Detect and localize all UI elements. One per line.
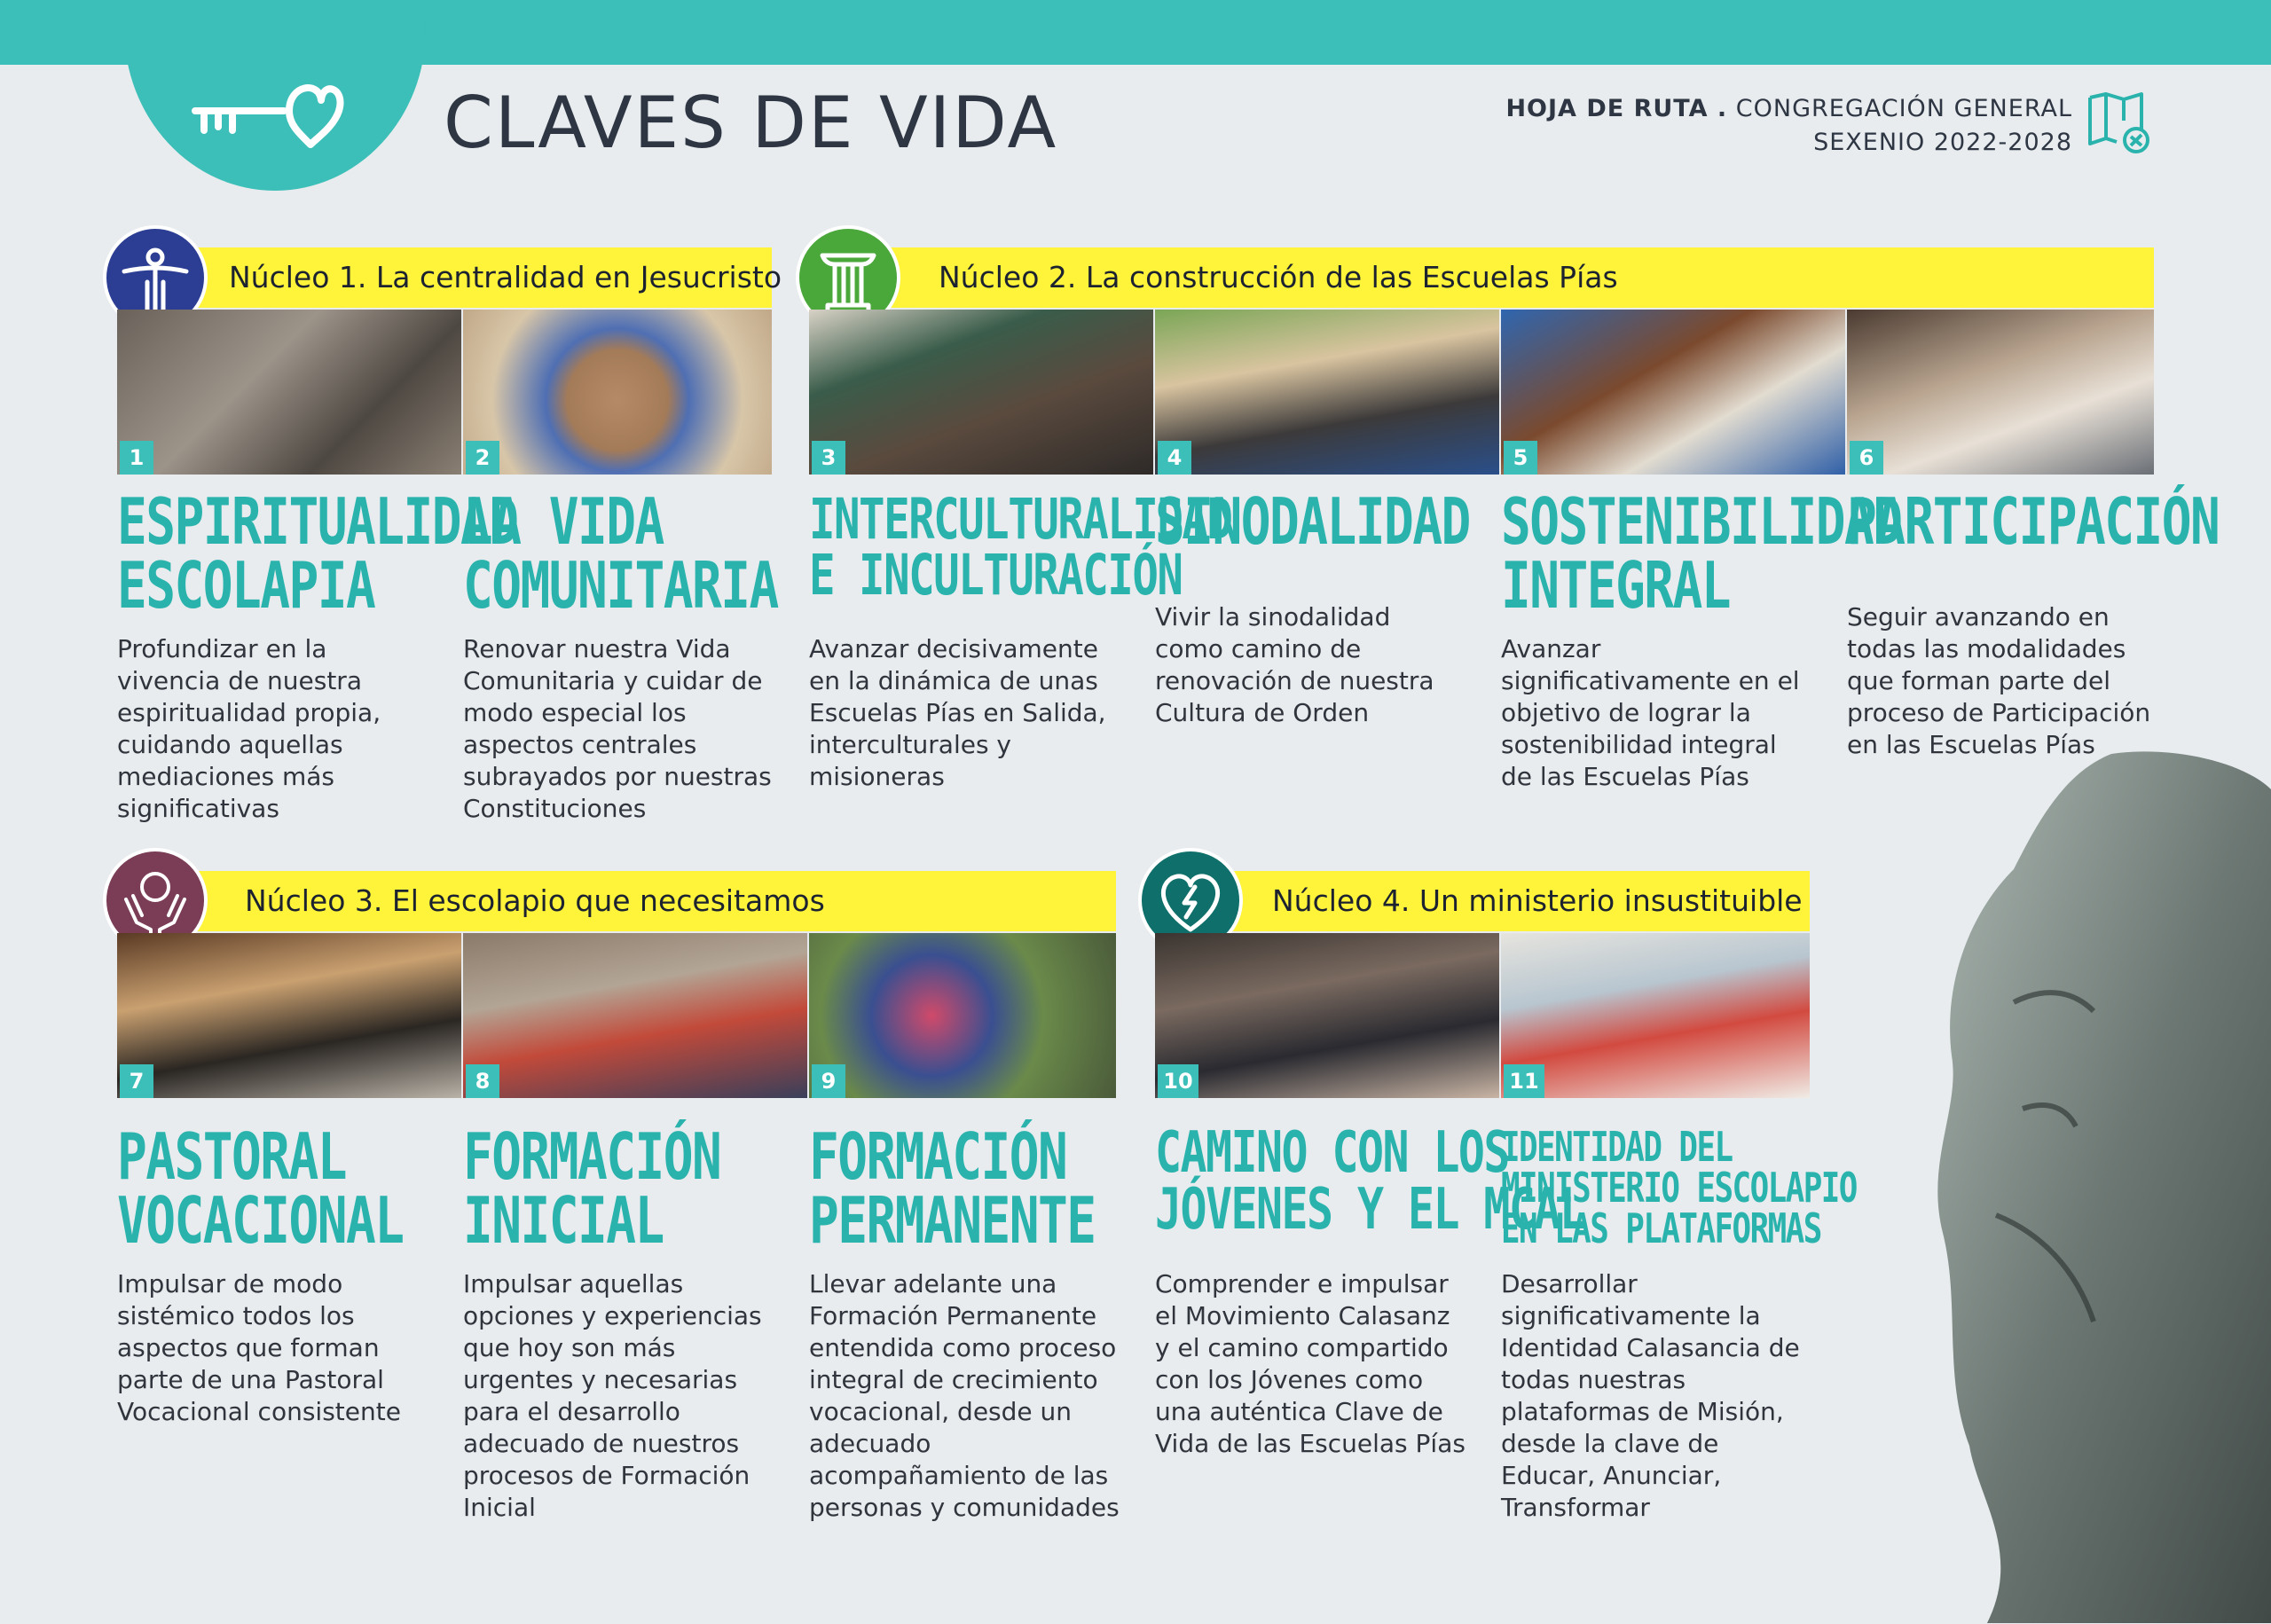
calasanz-bust-image: [1890, 736, 2271, 1623]
clave-1-title: ESPIRITUALIDAD ESCOLAPIA: [117, 484, 518, 623]
clave-number: 7: [120, 1064, 153, 1098]
photo-11: [1501, 933, 1810, 1098]
page-title: CLAVES DE VIDA: [444, 82, 1058, 164]
hoja-line2: SEXENIO 2022-2028: [1813, 129, 2072, 156]
nucleo-2-label: Núcleo 2. La construcción de las Escuelas Pías: [939, 260, 1618, 294]
photo-6: [1847, 310, 2154, 475]
clave-number: 10: [1158, 1064, 1198, 1098]
photo-8: [463, 933, 807, 1098]
clave-3-desc: Avanzar decisivamente en la dinámica de unas Escuelas Pías en Salida, interculturales y misioneras: [809, 634, 1106, 791]
clave-9-desc: Llevar adelante una Formación Permanente entendida como proceso integral de crecimiento vocacional, desde un adecuado acompañamiento de las personas y comunidades: [809, 1269, 1120, 1522]
map-icon: [2086, 90, 2154, 154]
nucleo-1-label: Núcleo 1. La centralidad en Jesucristo: [229, 260, 782, 294]
photo-1: [117, 310, 461, 475]
photo-3: [809, 310, 1153, 475]
clave-number: 4: [1158, 441, 1191, 475]
clave-number: 1: [120, 441, 153, 475]
clave-4-title: SINODALIDAD: [1155, 484, 1470, 559]
clave-3-title: INTERCULTURALIDAD E INCULTURACIÓN: [809, 487, 1232, 608]
nucleo-3-band: [115, 871, 1116, 931]
clave-6-title: PARTICIPACIÓN: [1847, 484, 2220, 559]
clave-6-desc: Seguir avanzando en todas las modalidades que forman parte del proceso de Participación en las Escuelas Pías: [1847, 602, 2151, 759]
photo-10: [1155, 933, 1499, 1098]
clave-2-title: LA VIDA COMUNITARIA: [463, 484, 778, 623]
hoja-bold: HOJA DE RUTA .: [1505, 95, 1728, 122]
clave-10-title: CAMINO CON LOS JÓVENES Y EL MCAL: [1155, 1120, 1585, 1243]
nucleo-3-label: Núcleo 3. El escolapio que necesitamos: [245, 883, 825, 918]
photo-2: [463, 310, 772, 475]
clave-11-desc: Desarrollar significativamente la Identidad Calasancia de todas nuestras plataformas de Misión, desde la clave de Educar, Anunciar, Transformar: [1501, 1269, 1800, 1522]
clave-2-desc: Renovar nuestra Vida Comunitaria y cuidar de modo especial los aspectos centrales subrayados por nuestras Constituciones: [463, 634, 772, 823]
clave-5-desc: Avanzar significativamente en el objetivo de lograr la sostenibilidad integral de las Escuelas Pías: [1501, 634, 1800, 791]
key-icon: [186, 75, 346, 155]
clave-7-desc: Impulsar de modo sistémico todos los aspectos que forman parte de una Pastoral Vocacional consistente: [117, 1269, 401, 1426]
clave-number: 2: [466, 441, 499, 475]
hoja-de-ruta: [1505, 92, 2072, 160]
nucleo-4-band: [1153, 871, 1810, 931]
clave-number: 5: [1504, 441, 1537, 475]
clave-number: 11: [1504, 1064, 1544, 1098]
hoja-line1: CONGREGACIÓN GENERAL: [1727, 95, 2072, 122]
nucleo-2-band: [809, 247, 2154, 308]
clave-number: 8: [466, 1064, 499, 1098]
photo-5: [1501, 310, 1845, 475]
nucleo-1-band: [115, 247, 782, 308]
clave-8-desc: Impulsar aquellas opciones y experiencias que hoy son más urgentes y necesarias para el desarrollo adecuado de nuestros procesos de Formación Inicial: [463, 1269, 762, 1522]
clave-1-desc: Profundizar en la vivencia de nuestra espiritualidad propia, cuidando aquellas mediaciones más significativas: [117, 634, 381, 823]
clave-10-desc: Comprender e impulsar el Movimiento Calasanz y el camino compartido con los Jóvenes como una auténtica Clave de Vida de las Escuelas Pías: [1155, 1269, 1466, 1458]
clave-number: 9: [812, 1064, 845, 1098]
photo-4: [1155, 310, 1499, 475]
photo-7: [117, 933, 461, 1098]
nucleo-4-label: Núcleo 4. Un ministerio insustituible: [1272, 883, 1803, 918]
clave-number: 6: [1850, 441, 1883, 475]
clave-5-title: SOSTENIBILIDAD INTEGRAL: [1501, 484, 1902, 623]
clave-8-title: FORMACIÓN INICIAL: [463, 1119, 721, 1258]
clave-4-desc: Vivir la sinodalidad como camino de renovación de nuestra Cultura de Orden: [1155, 602, 1434, 727]
clave-number: 3: [812, 441, 845, 475]
clave-9-title: FORMACIÓN PERMANENTE: [809, 1119, 1096, 1258]
clave-11-title: IDENTIDAD DEL MINISTERIO ESCOLAPIO EN LAS PLATAFORMAS: [1501, 1123, 1857, 1252]
clave-7-title: PASTORAL VOCACIONAL: [117, 1119, 404, 1258]
photo-9: [809, 933, 1116, 1098]
